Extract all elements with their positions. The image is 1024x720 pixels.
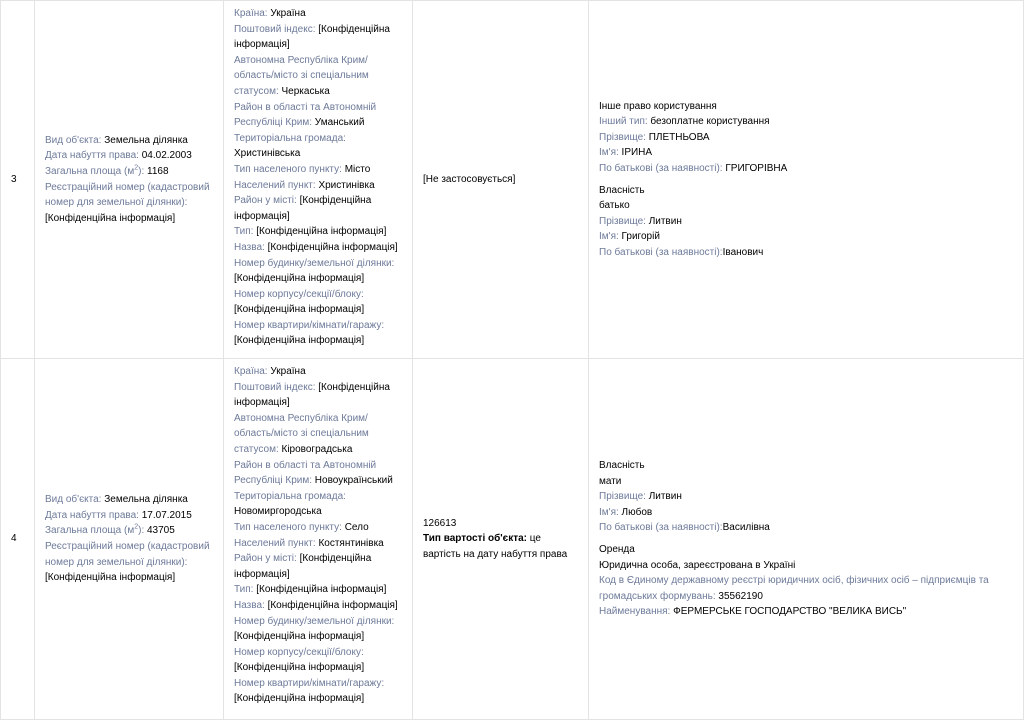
settlement-type-value: Село xyxy=(344,521,369,533)
right-title: Оренда xyxy=(599,544,635,555)
object-type-label: Вид об'єкта: xyxy=(45,134,102,146)
total-area-value: 43705 xyxy=(147,525,175,537)
patronymic-value: Василівна xyxy=(722,522,770,534)
building-section-label: Номер корпусу/секції/блоку: xyxy=(234,288,364,300)
cadastral-number-label: Реєстраційний номер (кадастровий номер для земельної ділянки): xyxy=(45,181,210,209)
rights-cell xyxy=(589,359,1024,720)
patronymic-label: По батькові (за наявності): xyxy=(599,246,723,258)
cadastral-number-value: [Конфіденційна інформація] xyxy=(45,572,176,584)
table-row xyxy=(1,359,1024,720)
postal-index-value: [Конфіденційна інформація] xyxy=(234,23,390,51)
surname-label: Прізвище: xyxy=(599,215,646,227)
right-block xyxy=(599,458,1013,536)
apartment-number-label: Номер квартири/кімнати/гаражу: xyxy=(234,677,385,689)
right-title: Власність xyxy=(599,184,645,196)
other-type-label: Інший тип: xyxy=(599,116,648,128)
object-type-label: Вид об'єкта: xyxy=(45,494,102,506)
surname-label: Прізвище: xyxy=(599,491,646,503)
surname-value: Литвин xyxy=(648,491,682,503)
total-area-label: Загальна площа $(м^2)$: xyxy=(45,524,145,537)
settlement-label: Населений пункт: xyxy=(234,179,316,191)
city-district-value: [Конфіденційна інформація] xyxy=(234,195,372,222)
total-area-label: Загальна площа $(м^2)$: xyxy=(45,164,145,177)
building-section-value: [Конфіденційна інформація] xyxy=(234,304,365,316)
object-type-value: Земельна ділянка xyxy=(104,134,188,146)
surname-value: ПЛЕТНЬОВА xyxy=(648,131,710,143)
address-cell xyxy=(224,1,413,359)
patronymic-value: ГРИГОРІВНА xyxy=(725,162,788,174)
value-type-label: Тип вартості об'єкта: xyxy=(423,533,527,545)
address-cell xyxy=(224,359,413,720)
settlement-label: Населений пункт: xyxy=(234,537,316,549)
building-section-value: [Конфіденційна інформація] xyxy=(234,662,365,674)
object-cell xyxy=(35,359,224,720)
community-label: Територіальна громада: xyxy=(234,490,346,502)
country-label: Країна: xyxy=(234,8,268,19)
house-number-value: [Конфіденційна інформація] xyxy=(234,631,365,643)
settlement-type-value: Місто xyxy=(344,163,371,175)
row-number-value: 3 xyxy=(11,173,17,185)
total-area-value: 1168 xyxy=(147,165,169,177)
acquired-date-label: Дата набуття права: xyxy=(45,509,139,521)
city-district-value: [Конфіденційна інформація] xyxy=(234,553,372,580)
other-type-value: безоплатне користування xyxy=(650,116,770,128)
row-number xyxy=(1,1,35,359)
right-title: Власність xyxy=(599,460,645,472)
street-type-value: [Конфіденційна інформація] xyxy=(256,584,387,596)
right-block xyxy=(599,183,1013,261)
district-label: Район в області та Автономній Республіці Крим: xyxy=(234,459,377,487)
value-not-applicable: [Не застосовується] xyxy=(423,173,516,185)
relation-value: батько xyxy=(599,200,630,212)
org-name-label: Найменування: xyxy=(599,606,671,618)
region-value: Кіровоградська xyxy=(281,443,353,455)
rights-cell xyxy=(589,1,1024,359)
surname-label: Прізвище: xyxy=(599,131,646,143)
row-number-value: 4 xyxy=(11,533,17,545)
acquired-date-value: 04.02.2003 xyxy=(141,150,192,162)
cadastral-number-label: Реєстраційний номер (кадастровий номер для земельної ділянки): xyxy=(45,541,210,568)
org-name-value: ФЕРМЕРСЬКЕ ГОСПОДАРСТВО "ВЕЛИКА ВИСЬ" xyxy=(673,606,907,618)
house-number-label: Номер будинку/земельної ділянки: xyxy=(234,257,395,269)
apartment-number-label: Номер квартири/кімнати/гаражу: xyxy=(234,319,385,331)
right-block xyxy=(599,99,1013,177)
community-value: Христинівська xyxy=(234,148,301,160)
settlement-value: Костянтинівка xyxy=(318,537,384,549)
country-value: Україна xyxy=(270,366,306,377)
patronymic-label: По батькові (за наявності): xyxy=(599,522,723,534)
table-row xyxy=(1,1,1024,359)
value-type-value: це вартість на дату набуття права xyxy=(423,533,568,560)
value-cell xyxy=(413,1,589,359)
street-type-label: Тип: xyxy=(234,226,254,238)
apartment-number-value: [Конфіденційна інформація] xyxy=(234,335,365,347)
community-value: Новомиргородська xyxy=(234,506,322,518)
relation-value: мати xyxy=(599,475,622,487)
edrpou-value: 35562190 xyxy=(718,590,763,602)
community-label: Територіальна громада: xyxy=(234,132,346,144)
cadastral-number-value: [Конфіденційна інформація] xyxy=(45,212,176,224)
settlement-type-label: Тип населеного пункту: xyxy=(234,521,342,533)
district-label: Район в області та Автономній Республіці Крим: xyxy=(234,101,377,129)
region-label: Автономна Республіка Крим/ область/місто зі спеціальним статусом: xyxy=(234,412,369,455)
building-section-label: Номер корпусу/секції/блоку: xyxy=(234,646,364,658)
patronymic-value: Іванович xyxy=(722,246,764,258)
object-type-value: Земельна ділянка xyxy=(104,494,188,506)
postal-index-label: Поштовий індекс: xyxy=(234,381,316,393)
object-cell xyxy=(35,1,224,359)
house-number-label: Номер будинку/земельної ділянки: xyxy=(234,615,395,627)
value-cell xyxy=(413,359,589,720)
acquired-date-value: 17.07.2015 xyxy=(141,509,192,521)
value-amount: 126613 xyxy=(423,517,457,529)
first-name-label: Ім'я: xyxy=(599,506,619,518)
city-district-label: Район у місті: xyxy=(234,195,297,207)
acquired-date-label: Дата набуття права: xyxy=(45,150,139,162)
street-type-value: [Конфіденційна інформація] xyxy=(256,226,387,238)
city-district-label: Район у місті: xyxy=(234,553,297,565)
first-name-value: ІРИНА xyxy=(621,147,653,159)
street-name-value: [Конфіденційна інформація] xyxy=(267,241,398,253)
entity-type-value: Юридична особа, зареєстрована в Україні xyxy=(599,559,796,571)
street-name-label: Назва: xyxy=(234,241,265,253)
country-label: Країна: xyxy=(234,366,268,377)
first-name-value: Любов xyxy=(621,506,653,518)
postal-index-value: [Конфіденційна інформація] xyxy=(234,381,390,409)
house-number-value: [Конфіденційна інформація] xyxy=(234,273,365,285)
apartment-number-value: [Конфіденційна інформація] xyxy=(234,693,365,705)
settlement-value: Христинівка xyxy=(318,179,375,191)
street-name-label: Назва: xyxy=(234,599,265,611)
region-value: Черкаська xyxy=(281,85,330,97)
postal-index-label: Поштовий індекс: xyxy=(234,23,316,35)
first-name-label: Ім'я: xyxy=(599,231,619,243)
district-value: Уманський xyxy=(314,117,365,129)
surname-value: Литвин xyxy=(648,215,682,227)
row-number xyxy=(1,359,35,720)
street-type-label: Тип: xyxy=(234,584,254,596)
region-label: Автономна Республіка Крим/ область/місто зі спеціальним статусом: xyxy=(234,54,369,97)
first-name-label: Ім'я: xyxy=(599,147,619,159)
first-name-value: Григорій xyxy=(621,231,660,243)
district-value: Новоукраїнський xyxy=(314,475,393,487)
right-title: Інше право користування xyxy=(599,100,717,112)
settlement-type-label: Тип населеного пункту: xyxy=(234,163,342,175)
street-name-value: [Конфіденційна інформація] xyxy=(267,599,398,611)
patronymic-label: По батькові (за наявності): xyxy=(599,162,723,174)
country-value: Україна xyxy=(270,8,306,19)
right-block xyxy=(599,542,1013,620)
edrpou-label: Код в Єдиному державному реєстрі юридичних осіб, фізичних осіб – підприємців та громадських формувань: xyxy=(599,575,989,602)
